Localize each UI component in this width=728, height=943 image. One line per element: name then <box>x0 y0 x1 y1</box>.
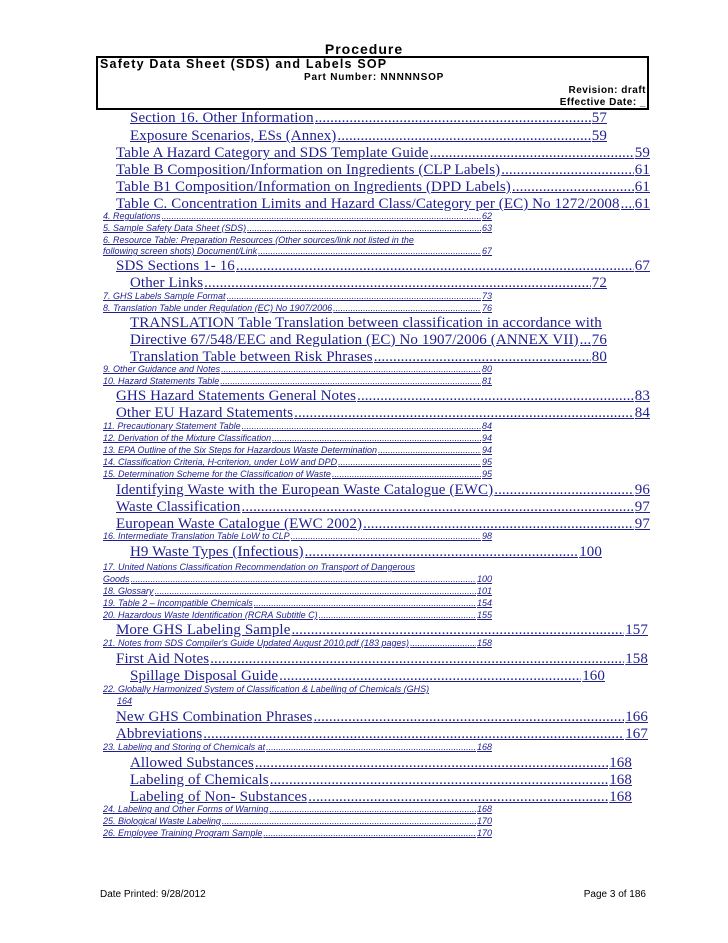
toc-entry-text: 26. Employee Training Program Sample <box>103 828 263 838</box>
toc-entry[interactable] <box>103 469 492 479</box>
toc-entry-text: 24. Labeling and Other Forms of Warning <box>103 804 269 814</box>
toc-entry-page[interactable]: 164 <box>117 696 133 706</box>
toc-entry-page: 57 <box>591 110 607 126</box>
toc-entry-heading[interactable] <box>130 315 607 332</box>
toc-entry-page: 76 <box>481 303 492 313</box>
toc-entry-text: Table A Hazard Category and SDS Template Guide <box>116 145 429 161</box>
toc-entry[interactable] <box>130 544 602 561</box>
toc-entry-page: 95 <box>481 469 492 479</box>
toc-entry-text: H9 Waste Types (Infectious) <box>130 544 304 560</box>
toc-entry-page: 62 <box>481 211 492 221</box>
toc-entry-page: 67 <box>481 246 492 256</box>
toc-entry-text: 21. Notes from SDS Compiler's Guide Updated August 2010.pdf (183 pages) <box>103 638 410 648</box>
toc-entry[interactable] <box>103 303 492 313</box>
toc-entry-page: 158 <box>476 638 492 648</box>
toc-entry-page: 83 <box>634 388 650 404</box>
toc-entry[interactable] <box>116 179 650 196</box>
footer-date-printed: Date Printed: 9/28/2012 <box>100 889 206 900</box>
toc-entry[interactable] <box>116 726 648 743</box>
toc-entry-text: 8. Translation Table under Regulation (EC) No 1907/2006 <box>103 303 333 313</box>
toc-entry-page: 154 <box>476 598 492 608</box>
toc-entry-text: 15. Determination Scheme for the Classification of Waste <box>103 469 331 479</box>
toc-entry-page: 170 <box>476 816 492 826</box>
toc-entry-text: More GHS Labeling Sample <box>116 622 291 638</box>
toc-entry-text: Table B Composition/Information on Ingredients (CLP Labels) <box>116 162 501 178</box>
toc-entry-text: Table C. Concentration Limits and Hazard Class/Category per (EC) No 1272/2008 <box>116 196 620 212</box>
toc-entry[interactable] <box>103 816 492 826</box>
toc-entry-text: Other EU Hazard Statements <box>116 405 294 421</box>
toc-entry-page: 63 <box>481 223 492 233</box>
toc-entry-page: 97 <box>634 516 650 532</box>
toc-entry[interactable] <box>130 755 632 772</box>
toc-entry-text: Identifying Waste with the European Waste Catalogue (EWC) <box>116 482 494 498</box>
toc-entry-page: 59 <box>634 145 650 161</box>
toc-entry[interactable] <box>116 709 648 726</box>
toc-entry[interactable] <box>103 828 492 838</box>
toc-entry[interactable] <box>103 531 492 541</box>
toc-entry-text: Translation Table between Risk Phrases <box>130 349 373 365</box>
toc-entry-text: Labeling of Non- Substances <box>130 789 308 805</box>
toc-entry-page: 67 <box>634 258 650 274</box>
toc-entry-page: 101 <box>476 586 492 596</box>
toc-entry[interactable] <box>130 772 632 789</box>
toc-entry-page: 81 <box>481 376 492 386</box>
toc-entry-text: 4. Regulations <box>103 211 161 221</box>
toc-entry-page: 168 <box>609 772 632 788</box>
toc-entry[interactable] <box>116 258 650 275</box>
toc-entry-page: 95 <box>481 457 492 467</box>
toc-entry-text: Section 16. Other Information <box>130 110 314 126</box>
toc-entry-text: Exposure Scenarios, ESs (Annex) <box>130 128 337 144</box>
toc-entry-text: 13. EPA Outline of the Six Steps for Hazardous Waste Determination <box>103 445 377 455</box>
part-number: Part Number: NNNNNSOP <box>304 72 445 83</box>
toc-entry[interactable] <box>130 668 605 685</box>
toc-entry-page: 155 <box>476 610 492 620</box>
toc-entry[interactable] <box>103 610 492 620</box>
toc-entry[interactable] <box>103 246 492 256</box>
toc-entry-text: 9. Other Guidance and Notes <box>103 364 221 374</box>
toc-entry-page: 166 <box>625 709 648 725</box>
toc-entry[interactable] <box>130 332 607 349</box>
toc-entry-text[interactable]: 6. Resource Table: Preparation Resources (Other sources/link not listed in the <box>103 235 414 245</box>
toc-entry-page: 94 <box>481 433 492 443</box>
toc-entry-text: 14. Classification Criteria, H-criterion, under LoW and DPD <box>103 457 338 467</box>
toc-entry-text: Directive 67/548/EEC and Regulation (EC) No 1907/2006 (ANNEX VII) <box>130 332 579 348</box>
toc-entry-text: New GHS Combination Phrases <box>116 709 313 725</box>
toc-entry-text: Allowed Substances <box>130 755 254 771</box>
toc-entry[interactable] <box>116 405 650 422</box>
toc-entry[interactable] <box>103 364 492 374</box>
toc-entry-page: 100 <box>476 574 492 584</box>
toc-entry-page: 168 <box>609 789 632 805</box>
toc-entry[interactable] <box>103 291 492 301</box>
toc-entry[interactable] <box>103 742 492 752</box>
toc-entry[interactable] <box>103 421 492 431</box>
revision: Revision: draft <box>568 85 646 96</box>
toc-entry-page: 96 <box>634 482 650 498</box>
toc-entry-text: 10. Hazard Statements Table <box>103 376 220 386</box>
toc-entry-text: European Waste Catalogue (EWC 2002) <box>116 516 363 532</box>
toc-entry-page: 158 <box>625 651 648 667</box>
toc-entry-text: Table B1 Composition/Information on Ingredients (DPD Labels) <box>116 179 511 195</box>
toc-entry[interactable] <box>103 211 492 221</box>
toc-entry[interactable] <box>103 433 492 443</box>
toc-entry-text: TRANSLATION Table Translation between classification in accordance with <box>130 315 602 331</box>
header-title: Procedure <box>324 41 404 57</box>
toc-entry-text: Waste Classification <box>116 499 241 515</box>
toc-entry-page: 61 <box>634 196 650 212</box>
toc-entry-text: following screen shots) Document/Link <box>103 246 258 256</box>
toc-entry-page: 80 <box>481 364 492 374</box>
toc-entry-text: Labeling of Chemicals <box>130 772 269 788</box>
toc-entry-page: 61 <box>634 179 650 195</box>
toc-entry[interactable] <box>130 275 607 292</box>
toc-entry-text: Other Links <box>130 275 204 291</box>
toc-entry[interactable] <box>116 651 648 668</box>
toc-entry-text: 25. Biological Waste Labeling <box>103 816 221 826</box>
toc-entry-page: 157 <box>625 622 648 638</box>
toc-entry[interactable] <box>103 574 492 584</box>
toc-entry[interactable] <box>103 223 492 233</box>
toc-entry-text: 12. Derivation of the Mixture Classification <box>103 433 272 443</box>
toc-entry[interactable] <box>103 457 492 467</box>
effective-date: Effective Date: _ <box>559 97 646 108</box>
toc-entry-text[interactable]: 22. Globally Harmonized System of Classification & Labelling of Chemicals (GHS) <box>103 684 430 694</box>
toc-entry-text[interactable]: 17. United Nations Classification Recommendation on Transport of Dangerous <box>103 562 415 572</box>
toc-entry-page: 59 <box>591 128 607 144</box>
toc-entry[interactable] <box>103 586 492 596</box>
toc-entry[interactable] <box>116 162 650 179</box>
toc-entry-text: 11. Precautionary Statement Table <box>103 421 241 431</box>
toc-entry-page: 61 <box>634 162 650 178</box>
toc-entry-text: Spillage Disposal Guide <box>130 668 279 684</box>
toc-entry-page: 167 <box>625 726 648 742</box>
toc-entry-page: 76 <box>591 332 607 348</box>
toc-entry[interactable] <box>103 804 492 814</box>
toc-entry-page: 97 <box>634 499 650 515</box>
toc-entry-page: 80 <box>591 349 607 365</box>
toc-entry-text: 7. GHS Labels Sample Format <box>103 291 226 301</box>
toc-entry-page: 98 <box>481 531 492 541</box>
toc-entry-text: 19. Table 2 – Incompatible Chemicals <box>103 598 253 608</box>
toc-entry-page: 73 <box>481 291 492 301</box>
toc-entry[interactable] <box>130 128 607 145</box>
toc-entry-page: 168 <box>476 804 492 814</box>
toc-entry[interactable] <box>116 622 648 639</box>
toc-entry-text: 5. Sample Safety Data Sheet (SDS) <box>103 223 247 233</box>
toc-entry[interactable] <box>103 376 492 386</box>
toc-entry[interactable] <box>103 598 492 608</box>
toc-entry-page: 168 <box>476 742 492 752</box>
toc-entry-text: 16. Intermediate Translation Table LoW to CLP <box>103 531 290 541</box>
toc-entry-page: 84 <box>634 405 650 421</box>
toc-entry-text: 18. Glossary <box>103 586 154 596</box>
toc-entry[interactable] <box>116 145 650 162</box>
toc-entry-text: SDS Sections 1- 16 <box>116 258 235 274</box>
toc-entry-text: First Aid Notes <box>116 651 210 667</box>
toc-entry[interactable] <box>103 445 492 455</box>
document-subtitle: Safety Data Sheet (SDS) and Labels SOP <box>100 57 388 71</box>
toc-entry-page: 72 <box>591 275 607 291</box>
toc-entry[interactable] <box>116 482 650 499</box>
footer-page-number: Page 3 of 186 <box>583 889 646 900</box>
toc-entry-page: 94 <box>481 445 492 455</box>
toc-entry-text: 20. Hazardous Waste Identification (RCRA Subtitle C) <box>103 610 318 620</box>
toc-entry-page: 100 <box>579 544 602 560</box>
toc-entry-text: 23. Labeling and Storing of Chemicals at <box>103 742 266 752</box>
toc-entry[interactable] <box>116 388 650 405</box>
toc-entry-page: 84 <box>481 421 492 431</box>
toc-entry[interactable] <box>130 110 607 127</box>
toc-entry-page: 170 <box>476 828 492 838</box>
toc-entry[interactable] <box>103 638 492 648</box>
toc-entry-page: 168 <box>609 755 632 771</box>
toc-entry-text: GHS Hazard Statements General Notes <box>116 388 357 404</box>
toc-entry-text: Abbreviations <box>116 726 203 742</box>
toc-entry-page: 160 <box>582 668 605 684</box>
toc-entry[interactable] <box>116 499 650 516</box>
toc-entry-text: Goods <box>103 574 130 584</box>
